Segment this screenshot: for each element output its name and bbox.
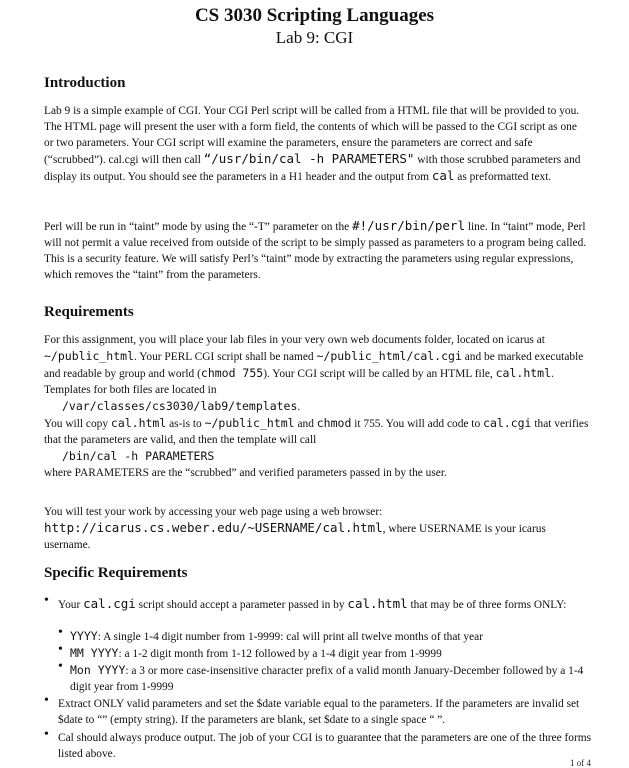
sub-bullet-3-marker: • [58, 659, 63, 674]
sub-bullet-1-marker: • [58, 625, 63, 640]
test-url: http://icarus.cs.weber.edu/~USERNAME/cal.html [44, 520, 383, 535]
templates-path: /var/classes/cs3030/lab9/templates [62, 399, 298, 413]
requirements-paragraph-2: You will test your work by accessing your web page using a web browser: http://icarus.cs.weber.edu/~USERNAME/cal.html, where USERNAME is your icarus username. [44, 506, 546, 551]
introduction-heading: Introduction [44, 75, 126, 91]
cal-code: cal [431, 168, 455, 183]
bullet-2: Extract ONLY valid parameters and set the $date variable equal to the parameters. If the parameters are invalid set $date to “” (empty string). If the parameters are blank, set $date to a single space “ ”. [58, 698, 580, 726]
bullet-1-marker: • [44, 593, 49, 608]
sub-bullet-1: YYYY: A single 1-4 digit number from 1-9999: cal will print all twelve months of that year [70, 629, 484, 643]
sub-bullet-2-marker: • [58, 642, 63, 657]
bullet-3-marker: • [44, 727, 49, 742]
intro-paragraph-1: Lab 9 is a simple example of CGI. Your CGI Perl script will be called from a HTML file that will be provided to you. The HTML page will present the user with a form field, the contents of which will be passed to the CGI script as one or two parameters. Your CGI script will examine the parameters, ensure the parameters are correct and safe (“scrubbed”). cal.cgi will then call “/usr/bin/cal -h PARAMETERS" with those scrubbed parameters and display its output. You should see the parameters in a H1 header and the output from cal as preformatted text. [44, 105, 581, 183]
requirements-paragraph-1: For this assignment, you will place your lab files in your very own web documents folder, located on icarus at ~/public_html. Your PERL CGI script shall be named ~/public_html/cal.cgi and be marked executable and readable by group and world (chmod 755). Your CGI script will be called by an HTML file, cal.html. Templates for both files are located in /var/classes/cs3030/lab9/templates. You will copy cal.html as-is to ~/public_html and chmod it 755. You will add code to cal.cgi that verifies that the parameters are valid, and then the template will call /bin/cal -h PARAMETERS where PARAMETERS are the “scrubbed” and verified parameters passed in by the user. [44, 334, 589, 479]
intro-paragraph-2: Perl will be run in “taint” mode by using the “-T” parameter on the #!/usr/bin/perl line. In “taint” mode, Perl will not permit a value received from outside of the script to be simply passed as parameters to a program being called. This is a security feature. We will satisfy Perl’s “taint” mode by extracting the parameters using regular expressions, which removes the “taint” from the parameters. [44, 218, 587, 281]
bullet-3: Cal should always produce output. The job of your CGI is to guarantee that the parameters are one of the three forms listed above. [58, 732, 592, 760]
sub-bullet-2: MM YYYY: a 1-2 digit month from 1-12 followed by a 1-4 digit year from 1-9999 [70, 646, 442, 660]
page-title: CS 3030 Scripting Languages [194, 5, 435, 26]
page-subtitle: Lab 9: CGI [275, 28, 354, 47]
cal-command: “/usr/bin/cal -h PARAMETERS" [203, 151, 415, 166]
sub-bullet-3: Mon YYYY: a 3 or more case-insensitive character prefix of a valid month January-December followed by a 1-4 digit year from 1-9999 [70, 663, 584, 693]
requirements-heading: Requirements [44, 304, 134, 320]
page-number: 1 of 4 [570, 758, 591, 768]
bullet-1: Your cal.cgi script should accept a parameter passed in by cal.html that may be of three forms ONLY: [58, 596, 567, 611]
cal-call-command: /bin/cal -h PARAMETERS [62, 449, 215, 463]
perl-shebang: #!/usr/bin/perl [352, 218, 465, 233]
bullet-2-marker: • [44, 693, 49, 708]
specific-requirements-heading: Specific Requirements [44, 565, 188, 581]
